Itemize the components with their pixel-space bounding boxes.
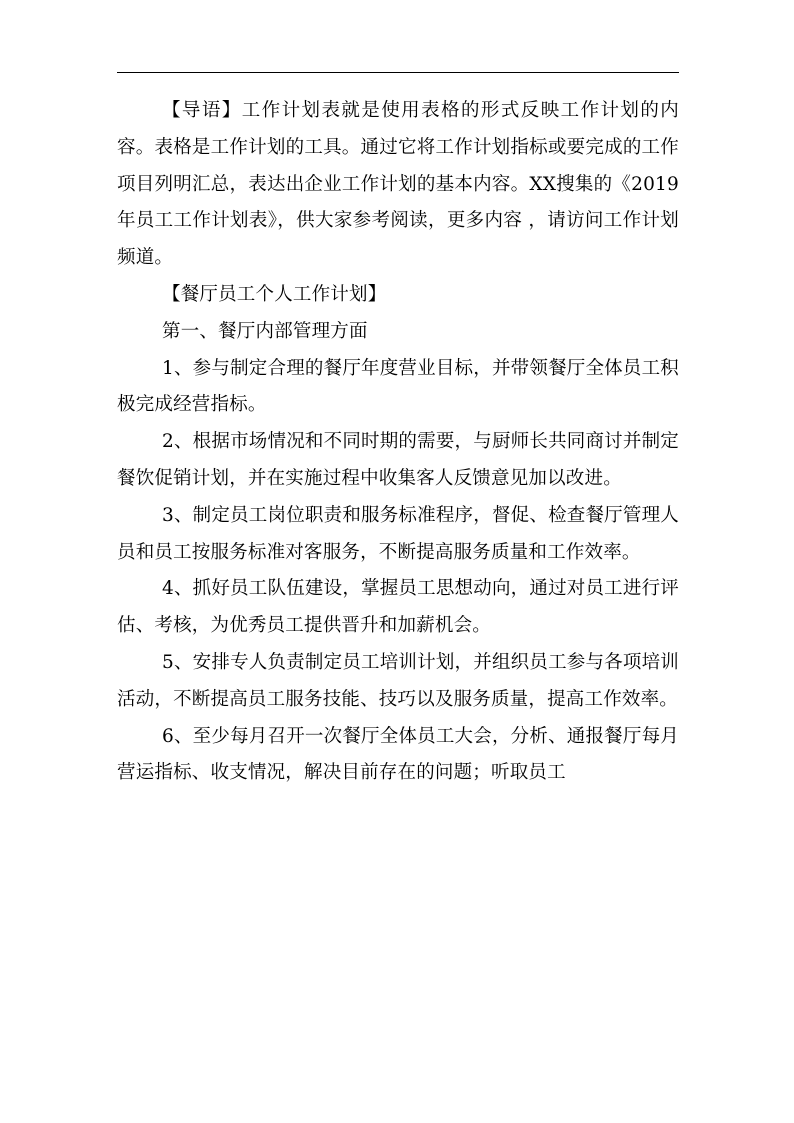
subsection-heading: 第一、餐厅内部管理方面 xyxy=(162,320,368,342)
intro-paragraph: 【导语】工作计划表就是使用表格的形式反映工作计划的内容。表格是工作计划的工具。通过它将工作计划指标或要完成的工作项目列明汇总，表达出企业工作计划的基本内容。XX搜集的《2019年员工工作计划表》，供大家参考阅读，更多内容 ，请访问工作计划频道。 xyxy=(117,100,679,269)
list-item-1: 1、参与制定合理的餐厅年度营业目标，并带领餐厅全体员工积极完成经营指标。 xyxy=(117,357,679,416)
list-item-2: 2、根据市场情况和不同时期的需要，与厨师长共同商讨并制定餐饮促销计划，并在实施过程中收集客人反馈意见加以改进。 xyxy=(117,431,679,489)
list-item-3: 3、制定员工岗位职责和服务标准程序，督促、检查餐厅管理人员和员工按服务标准对客服务，不断提高服务质量和工作效率。 xyxy=(117,504,679,563)
list-item-4: 4、抓好员工队伍建设，掌握员工思想动向，通过对员工进行评估、考核，为优秀员工提供晋升和加薪机会。 xyxy=(117,578,679,637)
header-rule xyxy=(117,72,679,73)
list-item-5: 5、安排专人负责制定员工培训计划，并组织员工参与各项培训活动，不断提高员工服务技能、技巧以及服务质量，提高工作效率。 xyxy=(117,651,679,710)
document-body xyxy=(117,93,679,792)
section-title: 【餐厅员工个人工作计划】 xyxy=(162,283,387,305)
list-item-6: 6、至少每月召开一次餐厅全体员工大会，分析、通报餐厅每月营运指标、收支情况，解决目前存在的问题；听取员工 xyxy=(117,725,679,784)
